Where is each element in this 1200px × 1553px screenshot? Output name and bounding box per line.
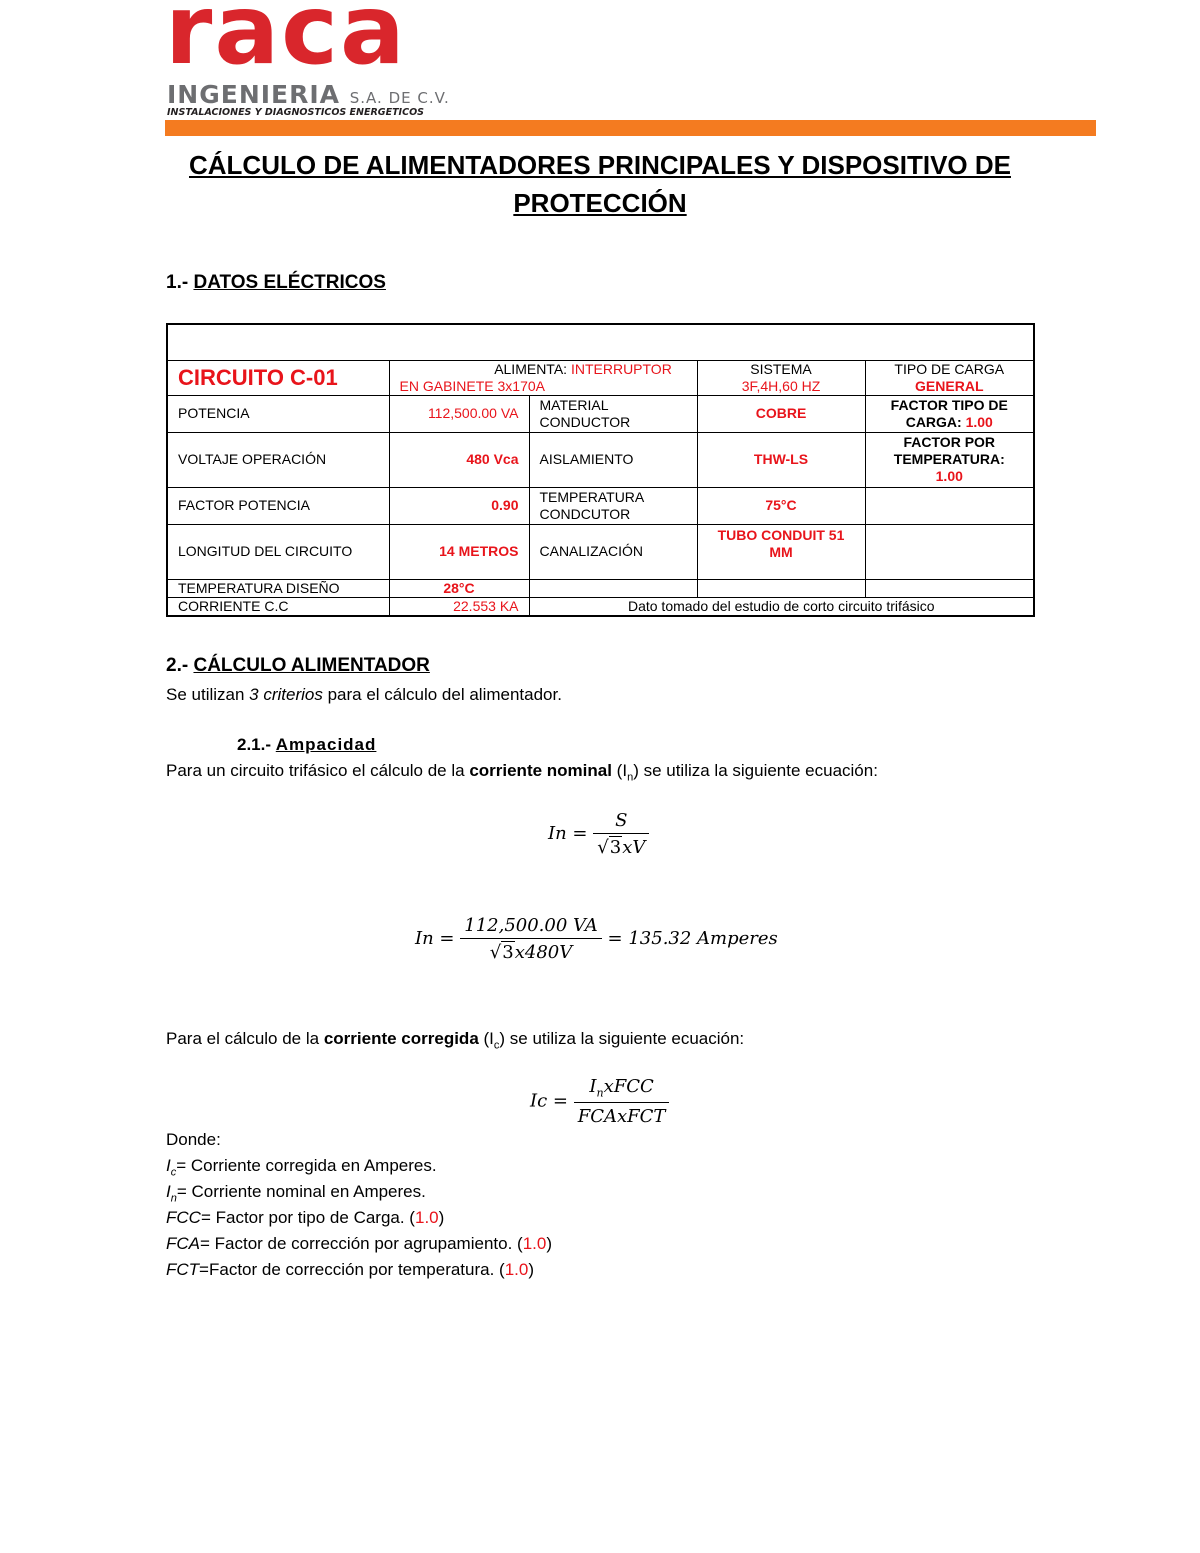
alimenta-value-1: INTERRUPTOR [570,360,672,377]
sistema-label: SISTEMA [750,360,812,377]
def-sub: n [170,1192,177,1205]
eq3-num-sub: n [596,1086,604,1100]
definition-item [166,1156,437,1178]
intro-prefix: Se utilizan [166,685,250,704]
tipo-carga-cell [865,360,1034,395]
fp-label: FACTOR POTENCIA [167,487,389,524]
factor-tipo-cell [865,395,1034,432]
table-row [167,432,1034,487]
alimenta-label: ALIMENTA: [494,360,568,377]
header-accent-bar [165,120,1096,136]
para-sub: n [627,771,634,784]
equation-nominal-current [548,810,649,858]
def-symbol: FCC [166,1208,201,1227]
canalizacion-value: TUBO CONDUIT 51 MM [697,524,865,579]
definition-item: FCC= Factor por tipo de Carga. (1.0) [166,1208,445,1227]
eq1-denominator: √3xV [597,837,646,858]
nominal-current-text [166,761,878,783]
section-2-1-title: Ampacidad [275,735,377,754]
para2-bold: corriente corregida [323,1029,479,1048]
eq2-lhs: In = [415,928,455,949]
table-row [167,324,1034,360]
tipo-carga-label: TIPO DE CARGA [894,360,1005,377]
para2-suffix: ) se utiliza la siguiente ecuación: [499,1029,745,1048]
voltaje-value: 480 Vca [389,432,529,487]
eq3-num-b: xFCC [603,1076,654,1097]
table-cell-empty [529,579,697,597]
voltaje-label: VOLTAJE OPERACIÓN [167,432,389,487]
table-row [167,360,1034,395]
eq3-numerator [574,1076,670,1103]
def-value: 1.0 [522,1234,547,1253]
sistema-cell [697,360,865,395]
para-prefix: Para un circuito trifásico el cálculo de la [166,761,470,780]
factor-tipo-value: 1.00 [965,413,993,430]
eq1-sqrt-value: 3 [609,837,622,858]
para-suffix: ) se utiliza la siguiente ecuación: [633,761,878,780]
corrected-current-text [166,1029,744,1051]
equation-nominal-current-result [415,915,778,963]
def-text: = Corriente corregida en Amperes. [176,1156,437,1175]
longitud-label: LONGITUD DEL CIRCUITO [167,524,389,579]
table-row [167,395,1034,432]
factor-temp-label: FACTOR POR TEMPERATURA: [893,434,1005,467]
eq2-den-rest: x480V [514,942,573,963]
company-logo [165,0,450,118]
table-cell-empty [167,324,1034,360]
eq3-fraction [574,1076,670,1127]
logo-tagline: INSTALACIONES Y DIAGNOSTICOS ENERGETICOS [167,107,424,118]
temp-cond-label: TEMPERATURA CONDCUTOR [529,487,697,524]
def-symbol: FCA [166,1234,200,1253]
def-text: = Factor por tipo de Carga. ( [200,1208,415,1227]
section-2-1-number: 2.1.- [237,735,272,754]
potencia-value: 112,500.00 VA [389,395,529,432]
corriente-cc-label: CORRIENTE C.C [167,597,389,616]
sistema-value: 3F,4H,60 HZ [741,377,821,394]
table-cell-empty [697,579,865,597]
equation-corrected-current [530,1076,669,1127]
definition-item: FCT=Factor de corrección por temperatura. (1.0) [166,1260,535,1279]
eq1-numerator: S [593,810,649,834]
factor-temp-cell [865,432,1034,487]
section-2-title: CÁLCULO ALIMENTADOR [193,655,430,676]
eq3-denominator: FCAxFCT [577,1105,666,1127]
factor-tipo-label: FACTOR TIPO DE CARGA: [890,396,1008,430]
def-text: =Factor de corrección por temperatura. ( [199,1260,505,1279]
eq3-lhs: Ic = [530,1090,568,1112]
alimenta-value-2: EN GABINETE 3x170A [399,377,546,394]
table-cell-empty [865,524,1034,579]
intro-suffix: para el cálculo del alimentador. [322,685,562,704]
eq1-fraction [593,810,649,858]
electrical-data-table [166,323,1035,617]
para2-prefix: Para el cálculo de la [166,1029,324,1048]
eq1-lhs: In = [548,823,588,844]
def-text: = Corriente nominal en Amperes. [176,1182,426,1201]
temp-diseno-value: 28°C [389,579,529,597]
table-cell-empty [865,579,1034,597]
para2-sub: c [493,1039,500,1052]
material-value: COBRE [697,395,865,432]
section-1-heading [166,272,386,294]
page-title [165,146,1035,222]
logo-word: raca [165,0,407,86]
logo-subtitle [167,80,450,109]
alimenta-cell [389,360,697,395]
eq2-numerator: 112,500.00 VA [460,915,602,939]
eq3-num-a: I [589,1076,597,1097]
table-row [167,597,1034,616]
aislamiento-label: AISLAMIENTO [529,432,697,487]
aislamiento-value: THW-LS [697,432,865,487]
definition-item: FCA= Factor de corrección por agrupamiento. (1.0) [166,1234,552,1253]
temp-diseno-label: TEMPERATURA DISEÑO [167,579,389,597]
section-2-number: 2.- [166,655,189,676]
def-value: 1.0 [504,1260,529,1279]
corriente-cc-value: 22.553 KA [389,597,529,616]
section-2-1-heading [237,735,376,755]
def-sub: c [170,1166,177,1179]
material-label: MATERIAL CONDUCTOR [529,395,697,432]
eq1-den-rest: xV [622,837,646,858]
longitud-value: 14 METROS [389,524,529,579]
section-2-heading [166,655,430,677]
tipo-carga-value: GENERAL [915,377,984,394]
table-row [167,487,1034,524]
temp-cond-value: 75°C [697,487,865,524]
eq2-denominator: √3x480V [489,942,573,963]
logo-company-suffix: S.A. DE C.V. [349,89,450,107]
definition-item [166,1182,426,1204]
table-cell-empty [865,487,1034,524]
potencia-label: POTENCIA [167,395,389,432]
factor-temp-value: 1.00 [935,468,963,484]
intro-italic: 3 criterios [249,685,323,704]
eq2-fraction [460,915,602,963]
section-2-intro [166,685,562,705]
canalizacion-label: CANALIZACIÓN [529,524,697,579]
para-bold: corriente nominal [469,761,612,780]
def-symbol: FCT [166,1260,200,1279]
fp-value: 0.90 [389,487,529,524]
title-line-2: PROTECCIÓN [513,188,687,218]
title-line-1: CÁLCULO DE ALIMENTADORES PRINCIPALES Y DISPOSITIVO DE [189,150,1011,180]
donde-label: Donde: [166,1130,221,1149]
logo-subtitle-main: INGENIERIA [167,80,341,109]
section-1-title: DATOS ELÉCTRICOS [193,272,386,293]
eq2-sqrt-value: 3 [502,942,514,963]
section-1-number: 1.- [166,272,189,293]
table-row [167,579,1034,597]
corriente-cc-note: Dato tomado del estudio de corto circuito trifásico [529,597,1034,616]
circuit-name: CIRCUITO C-01 [167,360,389,395]
def-value: 1.0 [414,1208,439,1227]
para2-mid: (I [478,1029,494,1048]
para-mid: (I [611,761,628,780]
def-symbol: I [166,1182,171,1201]
table-row [167,524,1034,579]
def-text: = Factor de corrección por agrupamiento. ( [200,1234,523,1253]
eq2-result: = 135.32 Amperes [607,928,778,949]
def-symbol: I [166,1156,171,1175]
